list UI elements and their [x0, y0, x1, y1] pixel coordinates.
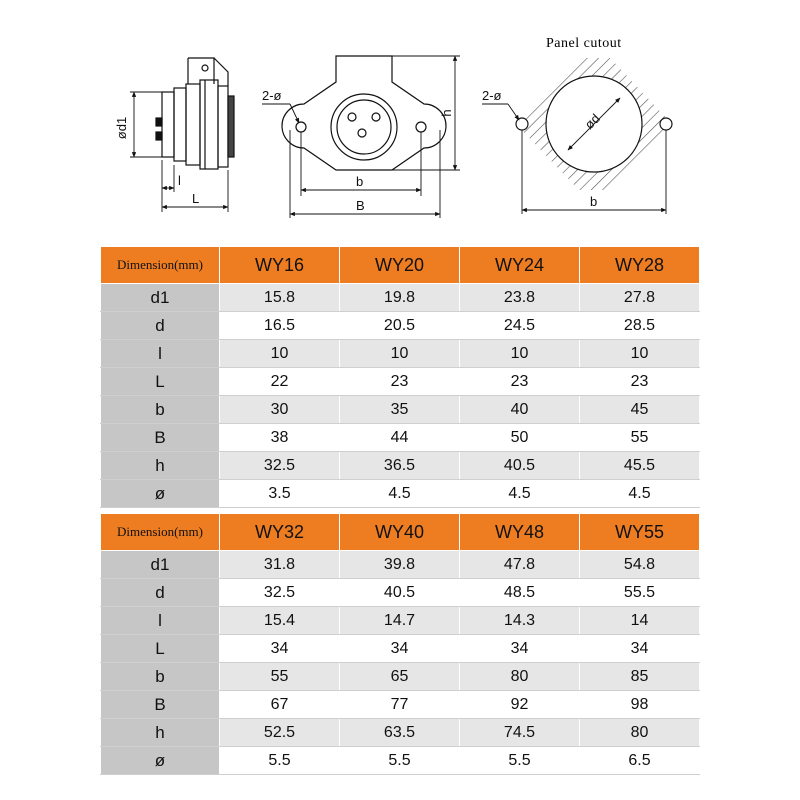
table-cell: 16.5 — [220, 312, 340, 340]
table-row — [101, 663, 700, 691]
row-label: d — [101, 579, 220, 607]
row-label: d1 — [101, 284, 220, 312]
table-cell: 5.5 — [220, 747, 340, 775]
row-label: B — [101, 424, 220, 452]
row-label: b — [101, 396, 220, 424]
table-row — [101, 452, 700, 480]
table-row — [101, 551, 700, 579]
L-dim-label: L — [192, 191, 200, 206]
row-label: h — [101, 452, 220, 480]
table-cell: 44 — [340, 424, 460, 452]
table-header-row — [101, 247, 700, 284]
table-cell: 5.5 — [460, 747, 580, 775]
table-cell: 23 — [580, 368, 700, 396]
side-view-dimensions — [130, 92, 228, 212]
row-label: d1 — [101, 551, 220, 579]
model-header: WY28 — [580, 247, 700, 284]
table-row — [101, 579, 700, 607]
table-row — [101, 312, 700, 340]
dimension-table-1 — [100, 246, 700, 508]
table-cell: 34 — [220, 635, 340, 663]
table-cell: 92 — [460, 691, 580, 719]
table-cell: 65 — [340, 663, 460, 691]
table-cell: 4.5 — [580, 480, 700, 508]
table-row — [101, 607, 700, 635]
table-cell: 10 — [460, 340, 580, 368]
table-row — [101, 368, 700, 396]
table-row — [101, 691, 700, 719]
table-cell: 30 — [220, 396, 340, 424]
row-label: ø — [101, 747, 220, 775]
table-cell: 28.5 — [580, 312, 700, 340]
model-header: WY55 — [580, 514, 700, 551]
table-cell: 55 — [220, 663, 340, 691]
table-cell: 80 — [580, 719, 700, 747]
technical-drawing — [0, 0, 800, 240]
table-cell: 34 — [580, 635, 700, 663]
table-cell: 40.5 — [340, 579, 460, 607]
dimension-table-2 — [100, 513, 700, 775]
h-front-dim-label: h — [439, 109, 454, 117]
table-cell: 36.5 — [340, 452, 460, 480]
b-front-dim-label: b — [356, 174, 364, 189]
table-row — [101, 424, 700, 452]
table-cell: 6.5 — [580, 747, 700, 775]
table-cell: 35 — [340, 396, 460, 424]
model-header: WY48 — [460, 514, 580, 551]
b-cutout-dim-label: b — [590, 194, 598, 209]
table-row — [101, 719, 700, 747]
table-cell: 14 — [580, 607, 700, 635]
table-cell: 15.8 — [220, 284, 340, 312]
row-label: L — [101, 635, 220, 663]
model-header: WY20 — [340, 247, 460, 284]
table-cell: 40.5 — [460, 452, 580, 480]
table-cell: 45 — [580, 396, 700, 424]
table-cell: 85 — [580, 663, 700, 691]
table-cell: 5.5 — [340, 747, 460, 775]
table-cell: 10 — [580, 340, 700, 368]
row-label: d — [101, 312, 220, 340]
table-cell: 23 — [340, 368, 460, 396]
table-cell: 10 — [220, 340, 340, 368]
table-cell: 67 — [220, 691, 340, 719]
table-cell: 22 — [220, 368, 340, 396]
table-cell: 20.5 — [340, 312, 460, 340]
table-cell: 74.5 — [460, 719, 580, 747]
d1-dim-label: ød1 — [114, 116, 129, 140]
table-cell: 14.3 — [460, 607, 580, 635]
table-row — [101, 396, 700, 424]
table-row — [101, 747, 700, 775]
table-cell: 3.5 — [220, 480, 340, 508]
table-cell: 23.8 — [460, 284, 580, 312]
row-label: h — [101, 719, 220, 747]
table-cell: 45.5 — [580, 452, 700, 480]
table-row — [101, 340, 700, 368]
table-cell: 4.5 — [340, 480, 460, 508]
table-row — [101, 480, 700, 508]
table-cell: 50 — [460, 424, 580, 452]
table-cell: 14.7 — [340, 607, 460, 635]
model-header: WY40 — [340, 514, 460, 551]
table-cell: 98 — [580, 691, 700, 719]
table-header-row — [101, 514, 700, 551]
table-cell: 15.4 — [220, 607, 340, 635]
table-cell: 63.5 — [340, 719, 460, 747]
table-cell: 47.8 — [460, 551, 580, 579]
panel-cutout-title: Panel cutout — [546, 36, 622, 51]
table-cell: 24.5 — [460, 312, 580, 340]
table-row — [101, 635, 700, 663]
table-cell: 10 — [340, 340, 460, 368]
table-cell: 39.8 — [340, 551, 460, 579]
row-label: L — [101, 368, 220, 396]
table-cell: 77 — [340, 691, 460, 719]
table-cell: 19.8 — [340, 284, 460, 312]
table-cell: 55 — [580, 424, 700, 452]
row-label: l — [101, 340, 220, 368]
row-label: b — [101, 663, 220, 691]
table-cell: 38 — [220, 424, 340, 452]
B-front-dim-label: B — [356, 198, 365, 213]
side-view-drawing — [156, 58, 234, 169]
table-cell: 32.5 — [220, 452, 340, 480]
table-cell: 4.5 — [460, 480, 580, 508]
hole-right-dim-label: 2-ø — [482, 88, 502, 103]
table-cell: 34 — [340, 635, 460, 663]
dimension-header: Dimension(mm) — [101, 247, 220, 284]
row-label: l — [101, 607, 220, 635]
dimension-header: Dimension(mm) — [101, 514, 220, 551]
table-cell: 34 — [460, 635, 580, 663]
table-cell: 55.5 — [580, 579, 700, 607]
table-cell: 32.5 — [220, 579, 340, 607]
model-header: WY16 — [220, 247, 340, 284]
row-label: B — [101, 691, 220, 719]
model-header: WY24 — [460, 247, 580, 284]
table-cell: 27.8 — [580, 284, 700, 312]
table-cell: 31.8 — [220, 551, 340, 579]
table-row — [101, 284, 700, 312]
hole-left-dim-label: 2-ø — [262, 88, 282, 103]
table-cell: 54.8 — [580, 551, 700, 579]
model-header: WY32 — [220, 514, 340, 551]
table-cell: 40 — [460, 396, 580, 424]
table-cell: 52.5 — [220, 719, 340, 747]
l-dim-label: l — [178, 173, 181, 188]
table-cell: 48.5 — [460, 579, 580, 607]
row-label: ø — [101, 480, 220, 508]
table-cell: 80 — [460, 663, 580, 691]
d-cutout-dim-label: ød — [581, 110, 603, 133]
table-cell: 23 — [460, 368, 580, 396]
